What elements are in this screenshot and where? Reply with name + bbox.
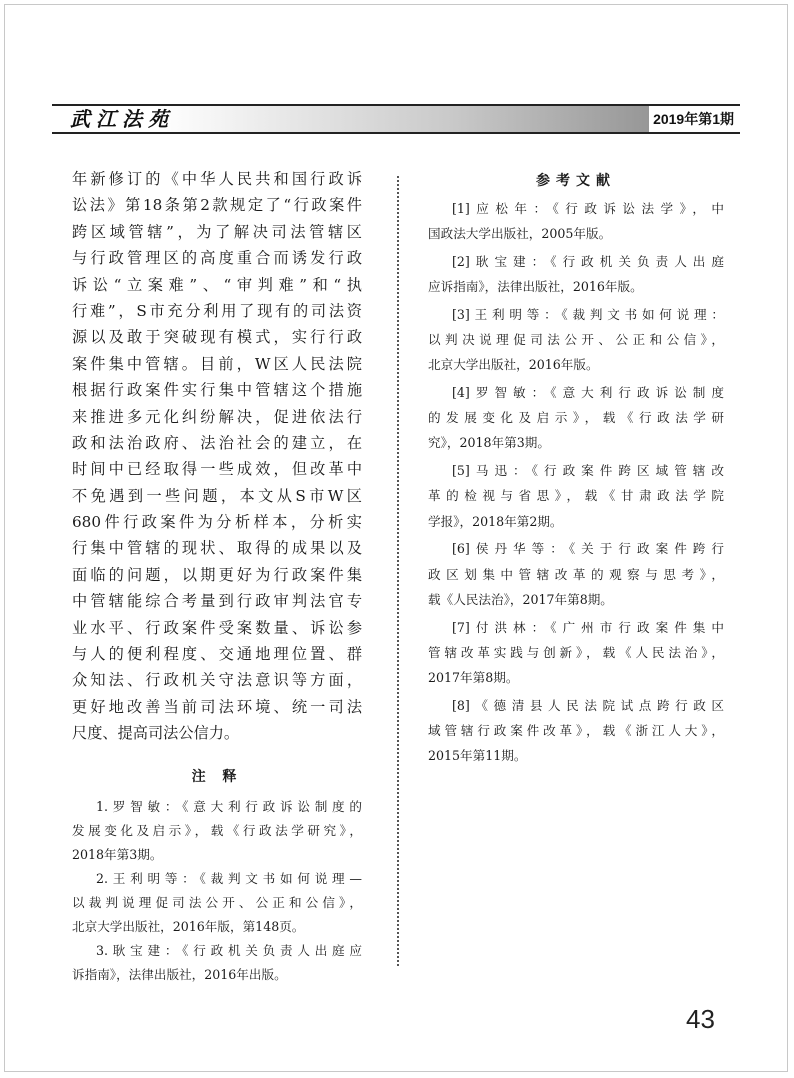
notes-title: 注 释 [191, 768, 243, 785]
reference-item [428, 380, 724, 456]
body-line: 尺度、提高司法公信力。 [72, 724, 240, 743]
note-line: 1.罗智敏：《意大利行政诉讼制度的 [96, 798, 362, 814]
body-line: 诉讼“立案难”、“审判难”和“执 [72, 275, 362, 294]
body-line: 时间中已经取得一些成效，但改革中 [72, 460, 362, 479]
body-line: 业水平、行政案件受案数量、诉讼参 [72, 618, 362, 637]
reference-item [428, 458, 724, 534]
reference-item [428, 196, 724, 246]
reference-line: 国政法大学出版社，2005年版。 [428, 226, 612, 242]
note-line: 发展变化及启示》，载《行政法学研究》， [72, 822, 362, 838]
reference-line: 载《人民法治》，2017年第8期。 [428, 591, 613, 607]
body-line: 讼法》第18条第2款规定了“行政案件 [72, 196, 362, 215]
left-column [72, 166, 362, 987]
reference-item [428, 615, 724, 691]
reference-line: 管辖改革实践与创新》，载《人民法治》， [428, 644, 724, 660]
header-gradient-band [158, 106, 692, 132]
reference-item [428, 302, 724, 378]
note-line: 2018年第3期。 [72, 846, 163, 862]
page-number: 43 [686, 1004, 715, 1034]
reference-item [428, 693, 724, 769]
reference-line: 政区划集中管辖改革的观察与思考》， [428, 566, 724, 582]
reference-line: 北京大学出版社，2016年版。 [428, 357, 599, 373]
right-column [428, 170, 724, 771]
body-line: 跨区域管辖”，为了解决司法管辖区 [72, 222, 362, 241]
body-line: 680件行政案件为分析样本，分析实 [72, 513, 362, 532]
body-text [72, 166, 362, 747]
note-item [72, 939, 362, 987]
body-line: 面临的问题，以期更好为行政案件集 [72, 565, 362, 584]
body-line: 源以及敢于突破现有模式，实行行政 [72, 328, 362, 347]
reference-line: 学报》，2018年第2期。 [428, 513, 563, 529]
body-line: 年新修订的《中华人民共和国行政诉 [72, 170, 362, 188]
references-list [428, 196, 724, 768]
note-item [72, 867, 362, 939]
reference-line: 应诉指南》，法律出版社，2016年版。 [428, 279, 643, 295]
note-line: 3.耿宝建：《行政机关负责人出庭应 [96, 942, 362, 958]
reference-line: [6]侯丹华等：《关于行政案件跨行 [452, 541, 724, 557]
reference-line: [3]王利明等：《裁判文书如何说理： [452, 306, 724, 322]
issue-label: 2019年第1期 [649, 106, 734, 132]
body-line: 中管辖能综合考量到行政审判法官专 [72, 592, 362, 611]
body-line: 行难”，S市充分利用了现有的司法资 [72, 301, 362, 320]
reference-item [428, 536, 724, 612]
note-line: 北京大学出版社，2016年版，第148页。 [72, 918, 305, 934]
reference-line: [7]付洪林：《广州市行政案件集中 [452, 619, 724, 635]
reference-line: [1]应松年：《行政诉讼法学》，中 [452, 201, 724, 216]
reference-line: [4]罗智敏：《意大利行政诉讼制度 [452, 385, 724, 401]
reference-line: [2]耿宝建：《行政机关负责人出庭 [452, 253, 724, 269]
note-line: 2.王利明等：《裁判文书如何说理— [96, 870, 362, 886]
body-line: 众知法、行政机关守法意识等方面， [72, 671, 362, 690]
reference-item [428, 249, 724, 299]
references-title: 参考文献 [536, 173, 616, 189]
reference-line: 革的检视与省思》，载《甘肃政法学院 [428, 488, 724, 504]
reference-line: [8]《德清县人民法院试点跨行政区 [452, 697, 724, 713]
note-line: 诉指南》，法律出版社，2016年出版。 [72, 966, 287, 982]
body-line: 根据行政案件实行集中管辖这个措施 [72, 381, 362, 400]
body-line: 来推进多元化纠纷解决，促进依法行 [72, 407, 362, 426]
note-line: 以裁判说理促司法公开、公正和公信》， [72, 894, 362, 910]
body-line: 与行政管理区的高度重合而诱发行政 [72, 249, 362, 268]
reference-line: 以判决说理促司法公开、公正和公信》， [428, 332, 724, 348]
body-line: 案件集中管辖。目前，W区人民法院 [72, 354, 362, 373]
body-line: 政和法治政府、法治社会的建立，在 [72, 433, 362, 452]
reference-line: [5]马迅：《行政案件跨区域管辖改 [452, 463, 724, 479]
reference-line: 2015年第11期。 [428, 748, 527, 764]
reference-line: 域管辖行政案件改革》，载《浙江人大》， [428, 722, 724, 738]
body-line: 不免遇到一些问题，本文从S市W区 [72, 486, 362, 505]
body-line: 与人的便利程度、交通地理位置、群 [72, 645, 362, 664]
page-header [52, 104, 740, 134]
reference-line: 2017年第8期。 [428, 669, 519, 685]
note-item [72, 795, 362, 867]
body-line: 更好地改善当前司法环境、统一司法 [72, 697, 362, 716]
reference-line: 究》，2018年第3期。 [428, 435, 550, 451]
body-line: 行集中管辖的现状、取得的成果以及 [72, 539, 362, 558]
journal-name: 武江法苑 [70, 107, 174, 131]
reference-line: 的发展变化及启示》，载《行政法学研 [428, 410, 724, 426]
column-divider [397, 176, 399, 966]
notes-list [72, 795, 362, 987]
